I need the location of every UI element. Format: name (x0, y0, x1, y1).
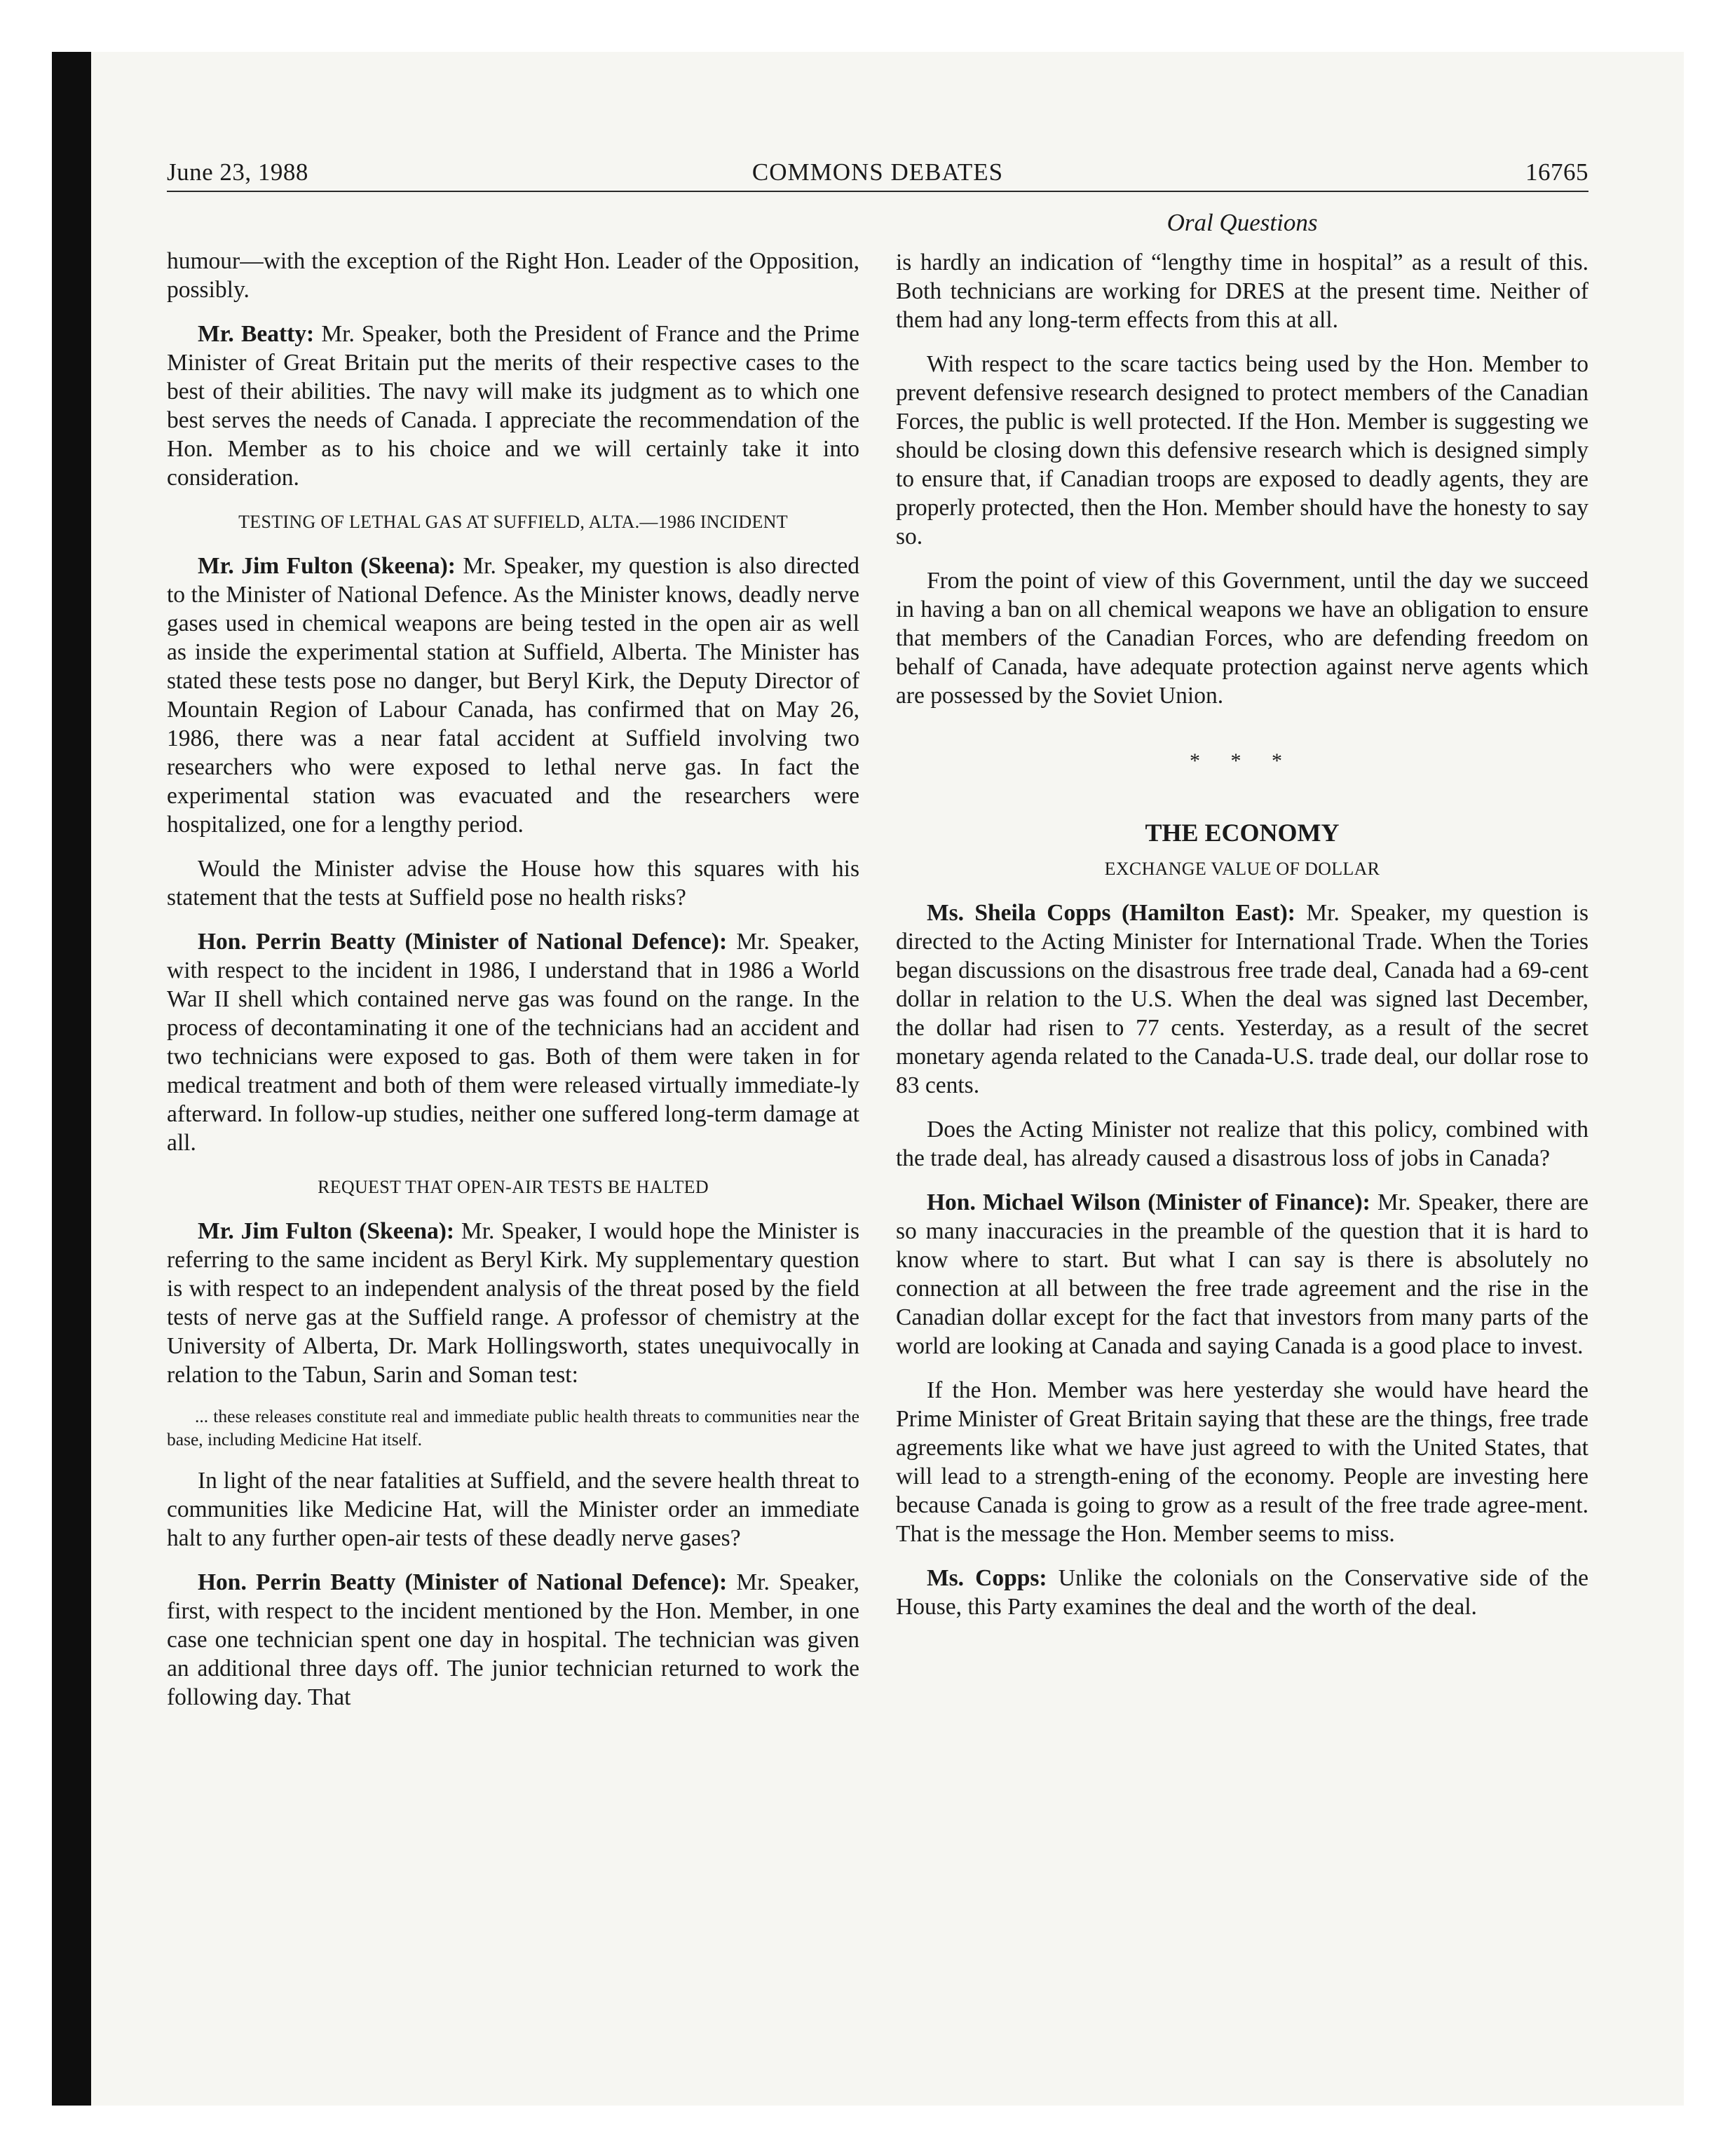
right-column (896, 248, 1588, 1637)
paragraph: Would the Minister advise the House how this squares with his statement that the tests at Suffield pose no health risks? (167, 856, 859, 910)
paragraph: From the point of view of this Government, until the day we succeed in having a ban on all chemical weapons we have an obligation to ensure that members of the Canadian Forces, who are defending freedom on behalf of Canada, have adequate protection against nerve agents which are possessed by the Soviet Union. (896, 568, 1588, 709)
header-rule (167, 191, 1588, 192)
header-date: June 23, 1988 (167, 158, 308, 186)
paragraph: is hardly an indication of “lengthy time in hospital” as a result of this. Both technicians are working for DRES at the present time. Neither of them had any long-term effects from this at all. (896, 250, 1588, 333)
paragraph: Does the Acting Minister not realize that this policy, combined with the trade deal, has already caused a disastrous loss of jobs in Canada? (896, 1117, 1588, 1171)
header-title: COMMONS DEBATES (751, 158, 1004, 186)
speaker-name: Ms. Copps: (927, 1565, 1047, 1591)
paragraph: If the Hon. Member was here yesterday she would have heard the Prime Minister of Great Britain saying that these are the things, free trade agreements like what we have just agreed to with the United States, that will lead to a strength-ening of the economy. People are investing here because Canada is going to grow as a result of the free trade agree-ment. That is the message the Hon. Member seems to miss. (896, 1377, 1588, 1547)
section-tag: Oral Questions (1166, 209, 1318, 236)
hansard-page (167, 156, 1588, 1950)
speaker-name: Hon. Perrin Beatty (Minister of National Defence): (198, 1569, 728, 1595)
speaker-name: Hon. Perrin Beatty (Minister of National Defence): (198, 929, 728, 955)
left-column (167, 247, 859, 1727)
speech-paragraph (896, 1188, 1588, 1360)
speech-paragraph (896, 899, 1588, 1100)
speaker-name: Hon. Michael Wilson (Minister of Finance): (927, 1189, 1370, 1215)
paragraph: In light of the near fatalities at Suffield, and the severe health threat to communities like Medicine Hat, will the Minister order an immediate halt to any further open-air tests of these deadly nerve gases? (167, 1468, 859, 1551)
speech-paragraph (896, 1564, 1588, 1621)
binding-shadow (52, 52, 91, 2106)
section-heading: THE ECONOMY (1145, 819, 1340, 847)
subheading: REQUEST THAT OPEN-AIR TESTS BE HALTED (318, 1177, 709, 1197)
speech-text: Mr. Speaker, my question is directed to the Acting Minister for International Trade. When the Tories began discussions on the disastrous free trade deal, Canada had a 69-cent dollar in relation to the U.S. When the deal was signed last December, the dollar had risen to 77 cents. Yesterday, as a result of the secret monetary agenda related to the Canada-U.S. trade deal, our dollar rose to 83 cents. (896, 900, 1588, 1098)
subheading: EXCHANGE VALUE OF DOLLAR (1104, 859, 1380, 879)
speech-paragraph (167, 552, 859, 839)
section-divider-stars: * * * (1190, 749, 1295, 772)
speech-paragraph (167, 1568, 859, 1712)
speech-text: Mr. Speaker, my question is also directed to the Minister of National Defence. As the Minister knows, deadly nerve gases used in chemical weapons are being tested in the open air as well as inside the experimental station at Suffield, Alberta. The Minister has stated these tests pose no danger, but Beryl Kirk, the Deputy Director of Mountain Region of Labour Canada, has confirmed that on May 26, 1986, there was a near fatal accident at Suffield involving two researchers who were exposed to lethal nerve gas. In fact the experimental station was evacuated and the researchers were hospitalized, one for a lengthy period. (167, 553, 859, 838)
speech-text: Mr. Speaker, both the President of France and the Prime Minister of Great Britain put the merits of their respective cases to the best of their abilities. The navy will make its judgment as to which one best serves the needs of Canada. I appreciate the recommendation of the Hon. Member as to his choice and we will certainly take it into consideration. (167, 321, 860, 491)
running-header (167, 156, 1588, 191)
speech-paragraph (167, 1217, 859, 1389)
speech-paragraph (167, 320, 859, 492)
speaker-name: Ms. Sheila Copps (Hamilton East): (927, 900, 1295, 926)
subheading: TESTING OF LETHAL GAS AT SUFFIELD, ALTA.—1986 INCIDENT (238, 512, 788, 532)
speech-text: Mr. Speaker, first, with respect to the incident mentioned by the Hon. Member, in one case one technician spent one day in hospital. The technician was given an additional three days off. The junior technician returned to work the following day. That (167, 1569, 859, 1710)
speech-text: Mr. Speaker, I would hope the Minister is referring to the same incident as Beryl Kirk. My supplementary question is with respect to an independent analysis of the threat posed by the field tests of nerve gas at the Suffield range. A professor of chemistry at the University of Alberta, Dr. Mark Hollingsworth, states unequivocally in relation to the Tabun, Sarin and Soman test: (167, 1218, 859, 1388)
speaker-name: Mr. Jim Fulton (Skeena): (198, 1218, 455, 1244)
speaker-name: Mr. Jim Fulton (Skeena): (198, 553, 456, 579)
speech-text: Unlike the colonials on the Conservative side of the House, this Party examines the deal and the worth of the deal. (896, 1565, 1589, 1620)
header-page-number: 16765 (1525, 158, 1588, 186)
speech-text: Mr. Speaker, there are so many inaccuracies in the preamble of the question that it is hard to know where to start. But what I can say is there is absolutely no connection at all between the free trade agreement and the rise in the Canadian dollar except for the fact that investors from many parts of the world are looking at Canada and saying Canada is a good place to invest. (896, 1189, 1588, 1359)
speech-paragraph (167, 927, 859, 1157)
paragraph: With respect to the scare tactics being used by the Hon. Member to prevent defensive research designed to protect members of the Canadian Forces, the public is well protected. If the Hon. Member is suggesting we should be closing down this defensive research which is designed simply to ensure that, if Canadian troops are exposed to deadly agents, they are properly protected, then the Hon. Member should have the honesty to say so. (896, 351, 1588, 550)
block-quote: ... these releases constitute real and immediate public health threats to communities near the base, including Medicine Hat itself. (167, 1406, 859, 1449)
speech-text: Mr. Speaker, with respect to the incident in 1986, I understand that in 1986 a World War II shell which contained nerve gas was found on the range. In the process of decontaminating it one of the technicians had an accident and two technicians were exposed to gas. Both of them were taken in for medical treatment and both of them were released virtually immediate-ly afterward. In follow-up studies, neither one suffered long-term damage at all. (167, 929, 859, 1156)
speaker-name: Mr. Beatty: (198, 321, 315, 347)
paragraph: humour—with the exception of the Right Hon. Leader of the Opposition, possibly. (167, 248, 859, 303)
